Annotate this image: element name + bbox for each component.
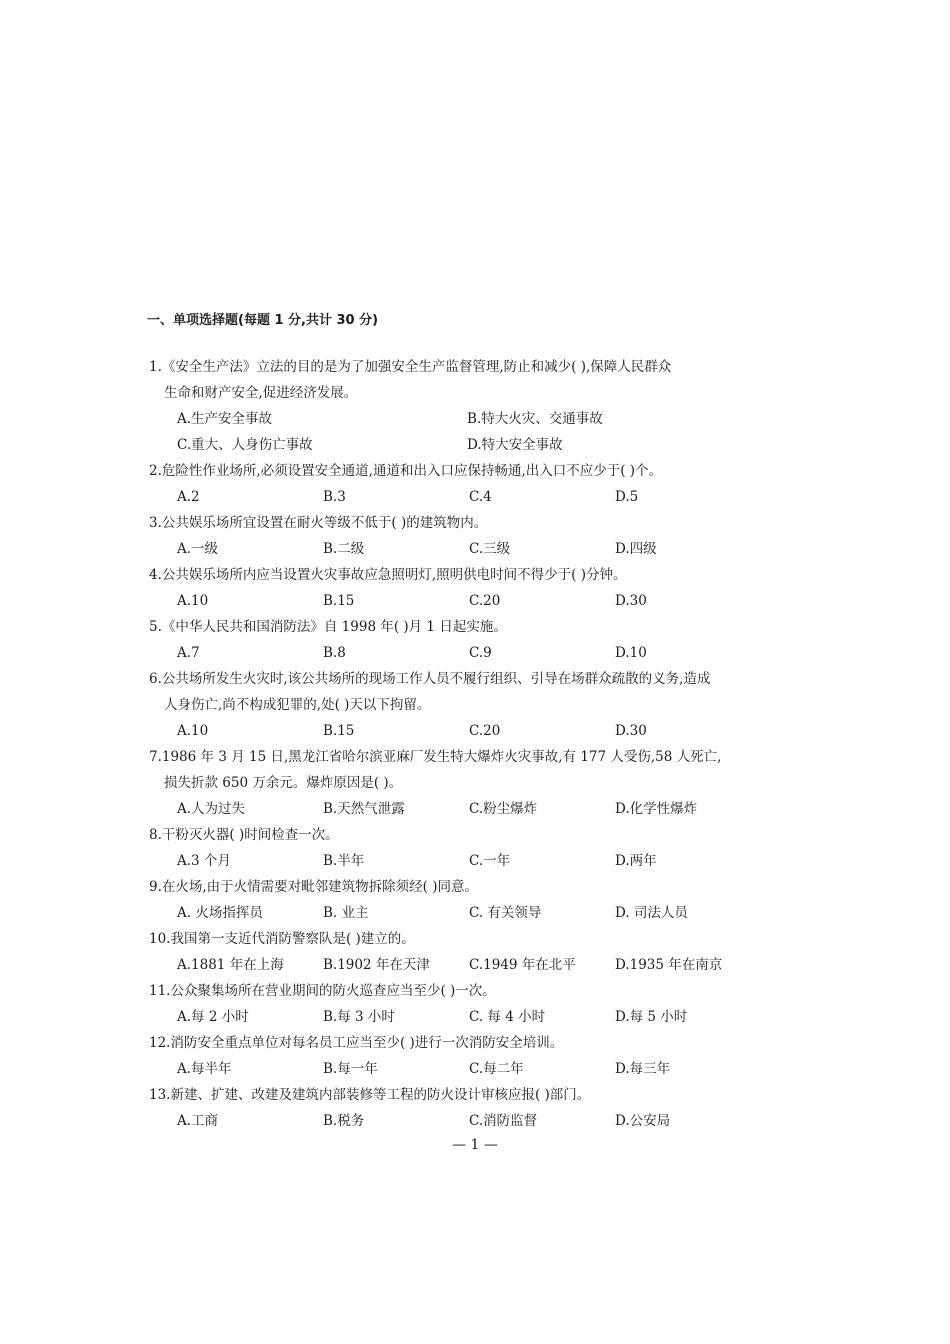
answer-option: A.一级 [177, 541, 219, 557]
answer-option: A.2 [177, 489, 200, 505]
answer-option: A.10 [177, 723, 209, 739]
question-text: 5.《中华人民共和国消防法》自 1998 年( )月 1 日起实施。 [149, 619, 507, 635]
answer-option: B.二级 [323, 541, 365, 557]
answer-option: D.5 [615, 489, 639, 505]
answer-option: B.8 [323, 645, 346, 661]
answer-option: A.7 [177, 645, 200, 661]
option-row [149, 484, 789, 510]
question-item [149, 1082, 789, 1134]
question-text: 7.1986 年 3 月 15 日,黑龙江省哈尔滨亚麻厂发生特大爆炸火灾事故,有 177 人受伤,58 人死亡, [149, 749, 722, 765]
answer-option: A.3 个月 [177, 853, 231, 869]
option-row [149, 406, 789, 432]
answer-option: B.15 [323, 723, 355, 739]
question-text: 13.新建、扩建、改建及建筑内部装修等工程的防火设计审核应报( )部门。 [149, 1087, 591, 1103]
question-item [149, 458, 789, 510]
answer-option: D.公安局 [615, 1113, 671, 1129]
answer-option: D.化学性爆炸 [615, 801, 698, 817]
question-item [149, 354, 789, 458]
answer-option: C.1949 年在北平 [469, 957, 576, 973]
answer-option: A.10 [177, 593, 209, 609]
answer-option: D.30 [615, 593, 647, 609]
option-row [149, 432, 789, 458]
answer-option: D.每三年 [615, 1061, 671, 1077]
option-row [149, 848, 789, 874]
question-text: 9.在火场,由于火情需要对毗邻建筑物拆除须经( )同意。 [149, 879, 478, 895]
answer-option: A.1881 年在上海 [177, 957, 284, 973]
answer-option: B.3 [323, 489, 346, 505]
option-row [149, 1056, 789, 1082]
question-item [149, 926, 789, 978]
section-title: 一、单项选择题(每题 1 分,共计 30 分) [147, 313, 379, 328]
answer-option: B.特大火灾、交通事故 [467, 411, 603, 427]
option-row [149, 536, 789, 562]
question-item [149, 822, 789, 874]
question-item [149, 614, 789, 666]
option-row [149, 952, 789, 978]
question-text: 生命和财产安全,促进经济发展。 [164, 385, 358, 401]
question-item [149, 978, 789, 1030]
answer-option: B.每一年 [323, 1061, 378, 1077]
question-text: 6.公共场所发生火灾时,该公共场所的现场工作人员不履行组织、引导在场群众疏散的义务,造成 [149, 671, 711, 687]
question-item [149, 744, 789, 822]
answer-option: B. 业主 [323, 905, 369, 921]
answer-option: A.工商 [177, 1113, 219, 1129]
question-text: 1.《安全生产法》立法的目的是为了加强安全生产监督管理,防止和减少( ),保障人民群众 [149, 359, 672, 375]
answer-option: D.四级 [615, 541, 657, 557]
answer-option: C.9 [469, 645, 492, 661]
answer-option: B.15 [323, 593, 355, 609]
question-text: 损失折款 650 万余元。爆炸原因是( )。 [164, 775, 403, 791]
answer-option: C.20 [469, 723, 501, 739]
question-item [149, 1030, 789, 1082]
answer-option: D.每 5 小时 [615, 1009, 688, 1025]
question-text: 2.危险性作业场所,必须设置安全通道,通道和出入口应保持畅通,出入口不应少于( )个。 [149, 463, 663, 479]
answer-option: B.每 3 小时 [323, 1009, 395, 1025]
answer-option: A.生产安全事故 [177, 411, 273, 427]
answer-option: C.重大、人身伤亡事故 [177, 437, 313, 453]
answer-option: B.半年 [323, 853, 365, 869]
question-item [149, 562, 789, 614]
answer-option: A. 火场指挥员 [177, 905, 263, 921]
answer-option: C.每二年 [469, 1061, 524, 1077]
page-number: — 1 — [452, 1137, 498, 1153]
answer-option: A.人为过失 [177, 801, 246, 817]
question-text: 11.公众聚集场所在营业期间的防火巡查应当至少( )一次。 [149, 983, 496, 999]
answer-option: B.天然气泄露 [323, 801, 405, 817]
question-text: 4.公共娱乐场所内应当设置火灾事故应急照明灯,照明供电时间不得少于( )分钟。 [149, 567, 627, 583]
answer-option: D. 司法人员 [615, 905, 688, 921]
option-row [149, 588, 789, 614]
answer-option: D.两年 [615, 853, 657, 869]
question-item [149, 510, 789, 562]
answer-option: C.三级 [469, 541, 511, 557]
answer-option: B.税务 [323, 1113, 365, 1129]
option-row [149, 718, 789, 744]
question-item [149, 874, 789, 926]
answer-option: D.1935 年在南京 [615, 957, 723, 973]
question-text: 12.消防安全重点单位对每名员工应当至少( )进行一次消防安全培训。 [149, 1035, 564, 1051]
answer-option: D.10 [615, 645, 647, 661]
option-row [149, 1108, 789, 1134]
answer-option: C.粉尘爆炸 [469, 801, 538, 817]
option-row [149, 1004, 789, 1030]
answer-option: C. 有关领导 [469, 905, 542, 921]
answer-option: C. 每 4 小时 [469, 1009, 546, 1025]
option-row [149, 900, 789, 926]
answer-option: C.4 [469, 489, 492, 505]
question-list [149, 354, 789, 1134]
answer-option: C.20 [469, 593, 501, 609]
answer-option: C.一年 [469, 853, 511, 869]
question-text: 人身伤亡,尚不构成犯罪的,处( )天以下拘留。 [164, 697, 431, 713]
question-text: 3.公共娱乐场所宜设置在耐火等级不低于( )的建筑物内。 [149, 515, 488, 531]
option-row [149, 640, 789, 666]
question-text: 10.我国第一支近代消防警察队是( )建立的。 [149, 931, 415, 947]
question-text: 8.干粉灭火器( )时间检查一次。 [149, 827, 339, 843]
answer-option: A.每 2 小时 [177, 1009, 249, 1025]
answer-option: A.每半年 [177, 1061, 232, 1077]
answer-option: D.特大安全事故 [467, 437, 563, 453]
answer-option: B.1902 年在天津 [323, 957, 430, 973]
option-row [149, 796, 789, 822]
answer-option: D.30 [615, 723, 647, 739]
answer-option: C.消防监督 [469, 1113, 538, 1129]
question-item [149, 666, 789, 744]
